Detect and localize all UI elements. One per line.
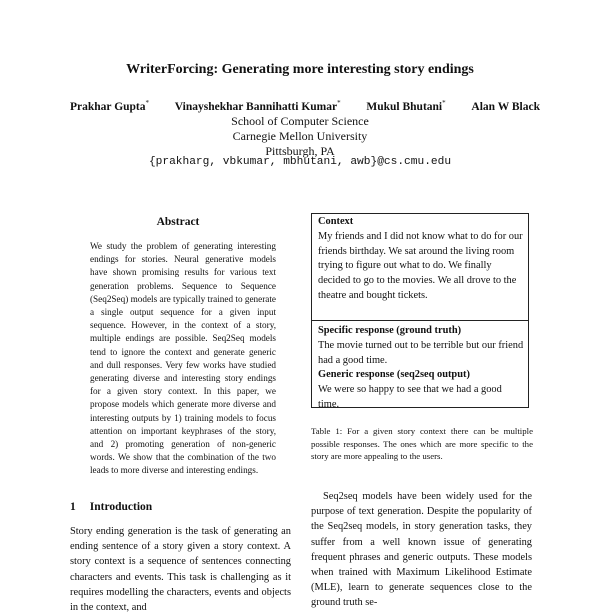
section-title: Introduction [89,501,153,513]
author: Alan W Black [471,100,540,113]
author-list [70,99,540,113]
introduction-text: Story ending generation is the task of generating an ending sentence of a story given a story context. A story context is a sequence of sentences connecting characters and events. This task is challenging as it requires modelling the characters, events and objects in the context, and [70,526,291,614]
table-caption: Table 1: For a given story context there can be multiple possible responses. The ones which are more specific to the story are more appealing to the users. [311,426,533,461]
author: Prakhar Gupta* [70,99,150,113]
paper-title: WriterForcing: Generating more interesting story endings [126,62,474,77]
generic-label: Generic response (seq2seq output) [318,369,470,381]
table-divider [312,320,528,321]
author: Mukul Bhutani* [366,99,446,113]
author: Vinayshekhar Bannihatti Kumar* [174,99,341,113]
context-cell [318,215,524,304]
abstract-text: We study the problem of generating interesting endings for stories. Neural generative models have shown promising results for various text generation problems. Sequence to Sequence (Seq2Seq) models are typically trained to generate a single output sequence for a given input sequence. However, in the context of a story, multiple endings are possible. Seq2Seq models tend to ignore the context and generate generic and dull responses. Very few works have studied generating diverse and interesting story endings for a given story context. In this paper, we propose models which generate more diverse and interesting outputs by 1) training models to focus attention on important keyphrases of the story, and 2) promoting generation of non-generic words. We show that the combination of the two leads to more diverse and interesting endings. [90,241,276,476]
body-paragraph: Seq2seq models have been widely used for the purpose of text generation. Despite the popularity of the Seq2seq models, in story generation tasks, they suffer from a well known issue of generating frequent phrases and generic outputs. These models when trained with Maximum Likelihood Estimate (MLE), learn to generate sequences close to the ground truth se- [311,491,532,609]
responses-cell [318,324,524,413]
example-table [311,213,529,408]
affiliation-line: Carnegie Mellon University [232,129,368,143]
generic-text: We were so happy to see that we had a good time. [318,384,502,410]
context-label: Context [318,216,354,227]
section-number: 1 [70,501,76,513]
specific-label: Specific response (ground truth) [318,325,462,336]
context-text: My friends and I did not know what to do for our friends birthday. We sat around the living room trying to figure out what to do. We finally decided to go to the movies. We all drove to the theatre and bought tickets. [318,230,523,301]
affiliation-line: Pittsburgh, PA [265,144,335,158]
specific-text: The movie turned out to be terrible but our friend had a good time. [318,339,524,366]
author-email: {prakharg, vbkumar, mbhutani, awb}@cs.cmu.edu [148,156,452,168]
affiliation-line: School of Computer Science [231,114,369,128]
section-heading [70,501,152,513]
abstract-heading: Abstract [156,216,200,228]
